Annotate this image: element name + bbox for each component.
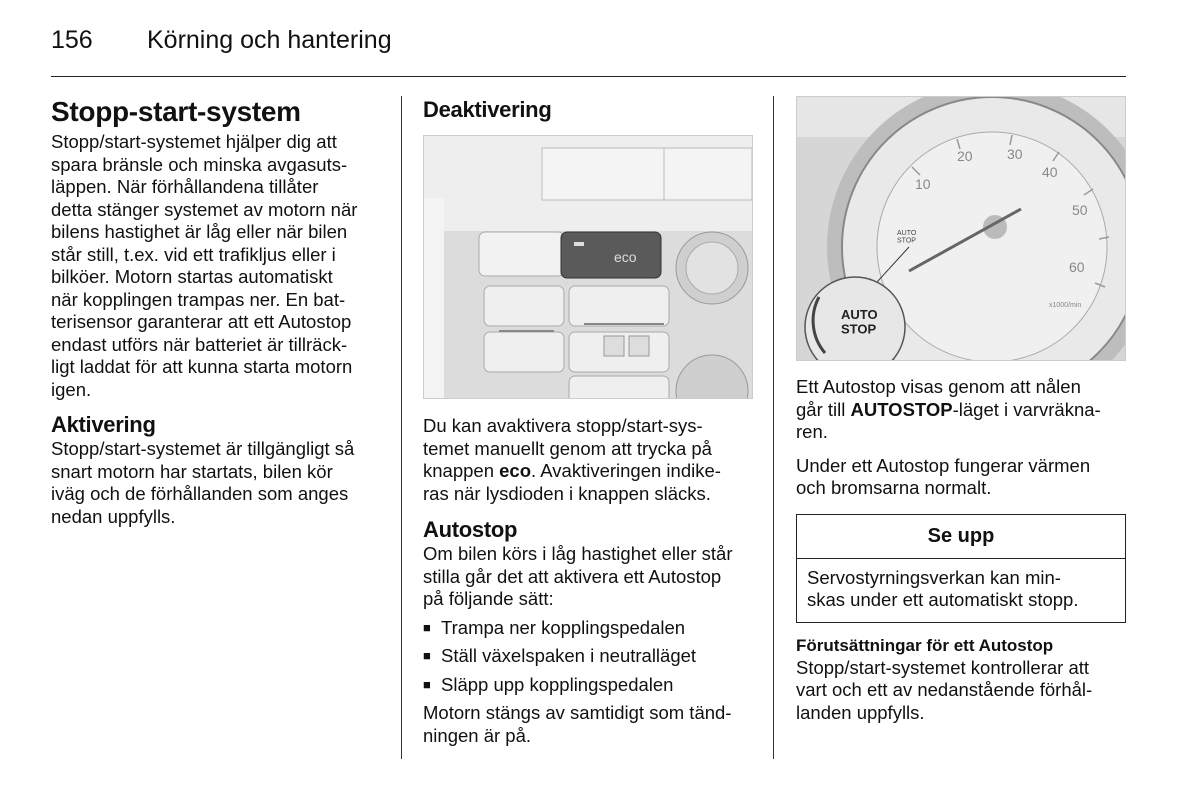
conditions-heading: Förutsättningar för ett Autostop: [796, 635, 1054, 655]
activation-paragraph: [51, 438, 384, 528]
bullet-icon: ■: [423, 676, 431, 692]
activation-heading: Aktivering: [51, 412, 156, 437]
intro-line: Stopp/start-systemet hjälper dig att: [51, 131, 337, 152]
intro-paragraph: [51, 131, 384, 401]
warning-box: [796, 514, 1126, 623]
activation-line: Stopp/start-systemet är tillgängligt så: [51, 438, 355, 459]
eco-keyword: eco: [499, 460, 532, 481]
column-3: [796, 96, 1126, 724]
autostop-callout-label: AUTO STOP: [841, 307, 878, 337]
autostop-paragraph: Om bilen körs i låg hastighet eller står stilla går det att aktivera ett Autostop på följande sätt:: [423, 543, 733, 609]
bullet-icon: ■: [423, 648, 431, 663]
activation-line: snart motorn har startats, bilen kör: [51, 460, 333, 482]
intro-line: spara bränsle och minska avgasuts-: [51, 153, 348, 175]
gauge-tick-label: 50: [1072, 202, 1088, 218]
bullet-icon: ■: [423, 619, 431, 635]
page-number: 156: [51, 26, 93, 54]
warning-text: Servostyrningsverkan kan min- skas under ett automatiskt stopp.: [807, 566, 1079, 610]
list-item: [423, 645, 753, 668]
column-1: [51, 96, 384, 528]
deactivation-text-b: . Avaktiveringen indike- ras när lysdioden i knappen släcks.: [423, 460, 721, 504]
intro-line: när kopplingen trampas ner. En bat-: [51, 288, 346, 310]
caption-text-a: Ett Autostop visas genom att nålen går till: [796, 376, 1081, 420]
eco-button-figure: [423, 135, 753, 399]
closing-paragraph: Motorn stängs av samtidigt som tänd- ningen är på.: [423, 702, 732, 746]
gauge-autostop-mark: AUTO STOP: [897, 230, 917, 245]
tachometer-figure: [796, 96, 1126, 361]
caption-text-b: -läget i varvräkna- ren.: [796, 398, 1101, 442]
deactivation-paragraph: [423, 415, 753, 505]
list-item-text: Trampa ner kopplingspedalen: [441, 616, 686, 638]
normal-function-paragraph: Under ett Autostop fungerar värmen och bromsarna normalt.: [796, 454, 1091, 498]
intro-line: ligt laddat för att kunna starta motorn: [51, 356, 353, 377]
intro-line: terisensor garanterar att ett Autostop: [51, 311, 352, 332]
conditions-paragraph: Stopp/start-systemet kontrollerar att vart och ett av nedanstående förhål- landen uppfylls.: [796, 656, 1093, 723]
warning-title: Se upp: [797, 515, 1125, 559]
list-item-text: Ställ växelspaken i neutralläget: [441, 645, 697, 666]
gauge-tick-label: 30: [1007, 146, 1023, 162]
list-item-text: Släpp upp kopplingspedalen: [441, 673, 674, 695]
gauge-tick-label: 60: [1069, 259, 1085, 275]
dashboard-illustration: [424, 136, 752, 398]
intro-line: står still, t.ex. vid ett trafikljus eller i: [51, 243, 336, 265]
tachometer-caption: [796, 376, 1126, 444]
column-divider-1: [401, 96, 402, 759]
intro-line: endast utförs när batteriet är tillräck-: [51, 333, 348, 355]
gauge-tick-label: 20: [957, 148, 973, 164]
tachometer-illustration: [797, 97, 1125, 360]
list-item: [423, 674, 753, 697]
intro-line: bilens hastighet är låg eller när bilen: [51, 221, 348, 242]
gauge-tick-label: 10: [915, 176, 931, 192]
list-item: [423, 617, 753, 640]
deactivation-heading: Deaktivering: [423, 97, 552, 122]
autostop-steps: [423, 617, 753, 697]
column-divider-2: [773, 96, 774, 759]
activation-line: iväg och de förhållanden som anges: [51, 483, 349, 504]
intro-line: bilköer. Motorn startas automatiskt: [51, 266, 333, 287]
page-header: [51, 24, 1126, 77]
gauge-unit-label: x1000/min: [1049, 302, 1082, 309]
activation-line: nedan uppfylls.: [51, 505, 176, 527]
gauge-tick-label: 40: [1042, 164, 1058, 180]
column-2: [423, 96, 753, 747]
intro-line: igen.: [51, 378, 92, 400]
autostop-heading: Autostop: [423, 517, 518, 542]
section-title: Stopp-start-system: [51, 96, 301, 127]
intro-line: detta stänger systemet av motorn när: [51, 198, 358, 220]
deactivation-text-a: Du kan avaktivera stopp/start-sys- temet manuellt genom att trycka på knappen: [423, 415, 712, 481]
eco-button-label: eco: [614, 249, 637, 265]
autostop-keyword: AUTOSTOP: [850, 398, 953, 420]
intro-line: läppen. När förhållandena tillåter: [51, 176, 319, 197]
chapter-title: Körning och hantering: [147, 26, 392, 54]
